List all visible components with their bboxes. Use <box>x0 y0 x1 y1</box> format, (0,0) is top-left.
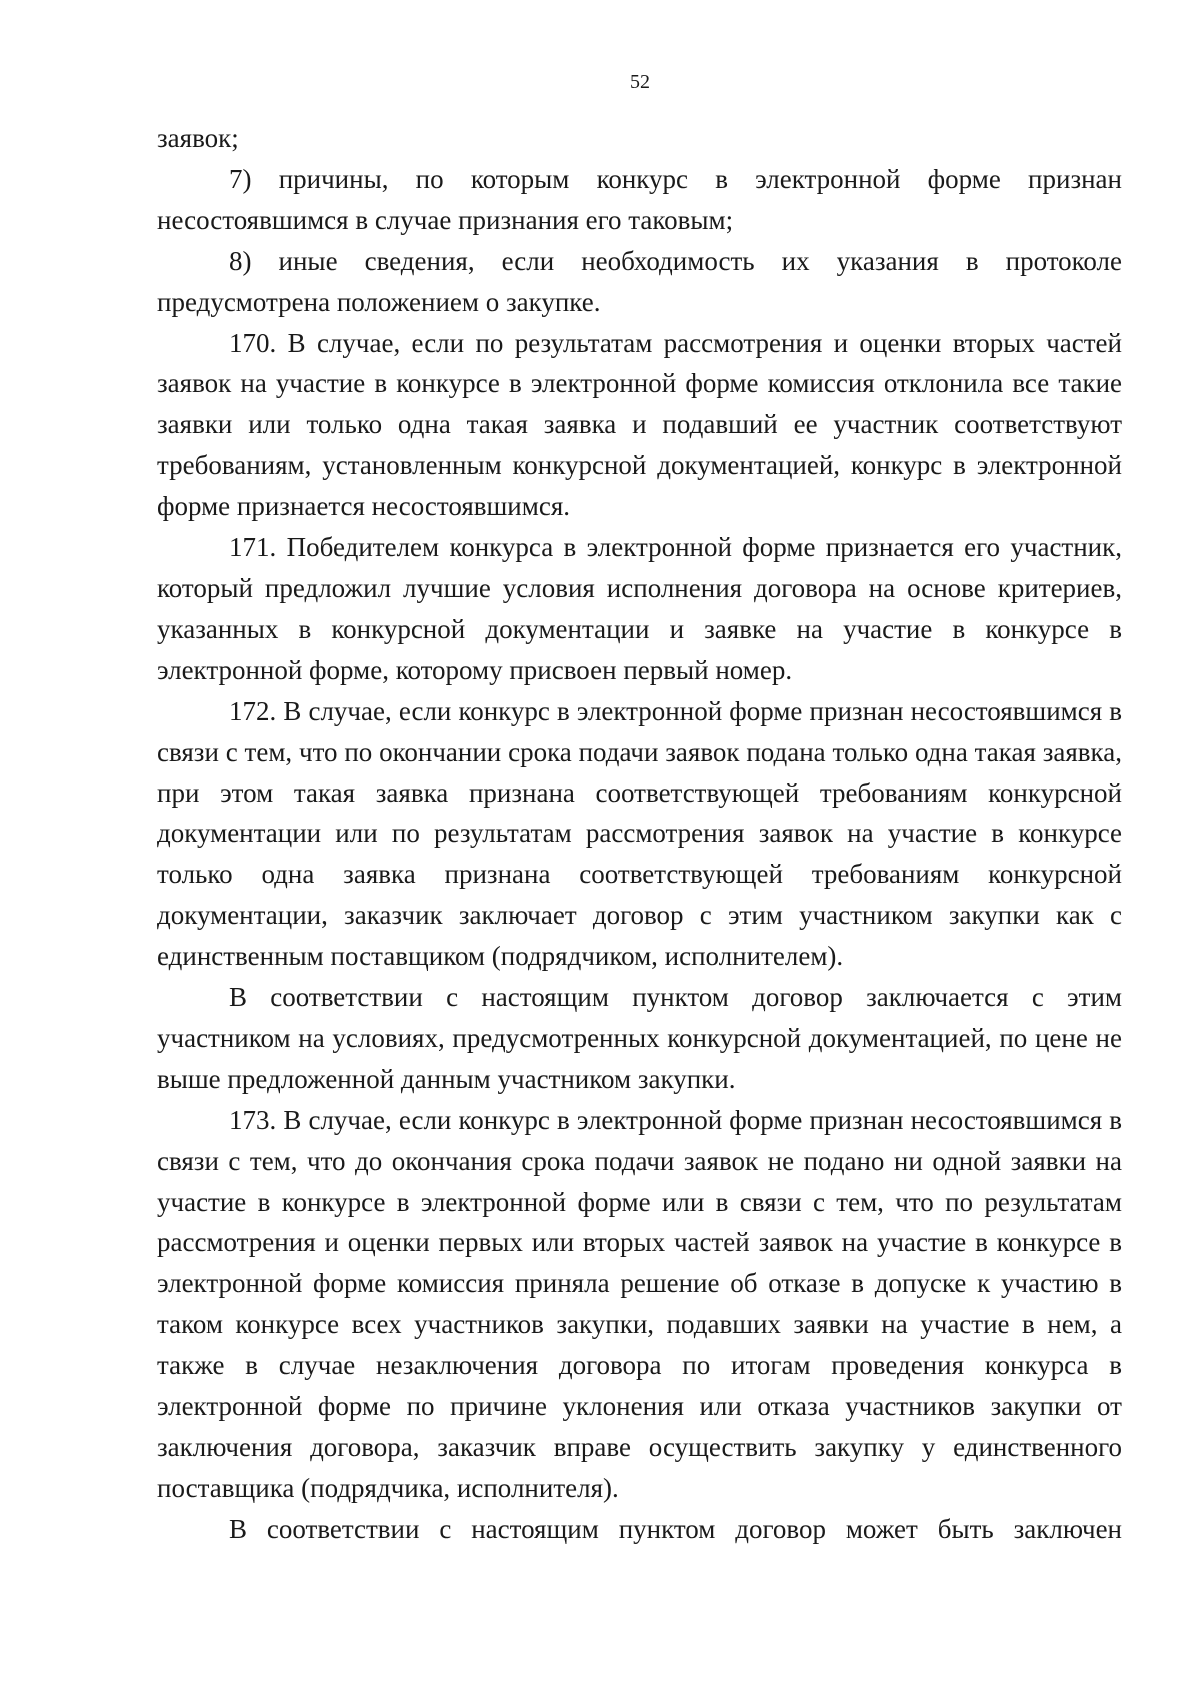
paragraph-170: 170. В случае, если по результатам рассмотрения и оценки вторых частей заявок на участие в конкурсе в электронной форме комиссия отклонила все такие заявки или только одна такая заявка и подавший ее участник соответствуют требованиям, установленным конкурсной документацией, конкурс в электронной форме признается несостоявшимся. <box>157 327 1122 522</box>
paragraph-item-8: 8) иные сведения, если необходимость их указания в протоколе предусмотрена положением о закупке. <box>157 245 1122 317</box>
paragraph-173-contract-terms: В соответствии с настоящим пунктом договор может быть заключен <box>229 1513 1122 1544</box>
paragraph-172-contract-terms: В соответствии с настоящим пунктом договор заключается с этим участником на условиях, предусмотренных конкурсной документацией, по цене не выше предложенной данным участником закупки. <box>157 982 1122 1094</box>
paragraph-172: 172. В случае, если конкурс в электронной форме признан несостоявшимся в связи с тем, что по окончании срока подачи заявок подана только одна такая заявка, при этом такая заявка признана соответствующей требованиям конкурсной документации или по результатам рассмотрения заявок на участие в конкурсе только одна заявка признана соответствующей требованиям конкурсной документации, заказчик заключает договор с этим участником закупки как с единственным поставщиком (подрядчиком, исполнителем). <box>157 695 1122 972</box>
paragraph-continuation: заявок; <box>157 123 239 153</box>
document-body <box>157 118 1122 1550</box>
paragraph-171: 171. Победителем конкурса в электронной форме признается его участник, который предложил лучшие условия исполнения договора на основе критериев, указанных в конкурсной документации и заявке на участие в конкурсе в электронной форме, которому присвоен первый номер. <box>157 532 1122 685</box>
page-number: 52 <box>630 71 650 93</box>
paragraph-173: 173. В случае, если конкурс в электронной форме признан несостоявшимся в связи с тем, что до окончания срока подачи заявок не подано ни одной заявки на участие в конкурсе в электронной форме или в связи с тем, что по результатам рассмотрения и оценки первых или вторых частей заявок на участие в конкурсе в электронной форме комиссия приняла решение об отказе в допуске к участию в таком конкурсе всех участников закупки, подавших заявки на участие в нем, а также в случае незаключения договора по итогам проведения конкурса в электронной форме по причине уклонения или отказа участников закупки от заключения договора, заказчик вправе осуществить закупку у единственного поставщика (подрядчика, исполнителя). <box>157 1104 1122 1503</box>
paragraph-item-7: 7) причины, по которым конкурс в электронной форме признан несостоявшимся в случае признания его таковым; <box>157 163 1122 235</box>
